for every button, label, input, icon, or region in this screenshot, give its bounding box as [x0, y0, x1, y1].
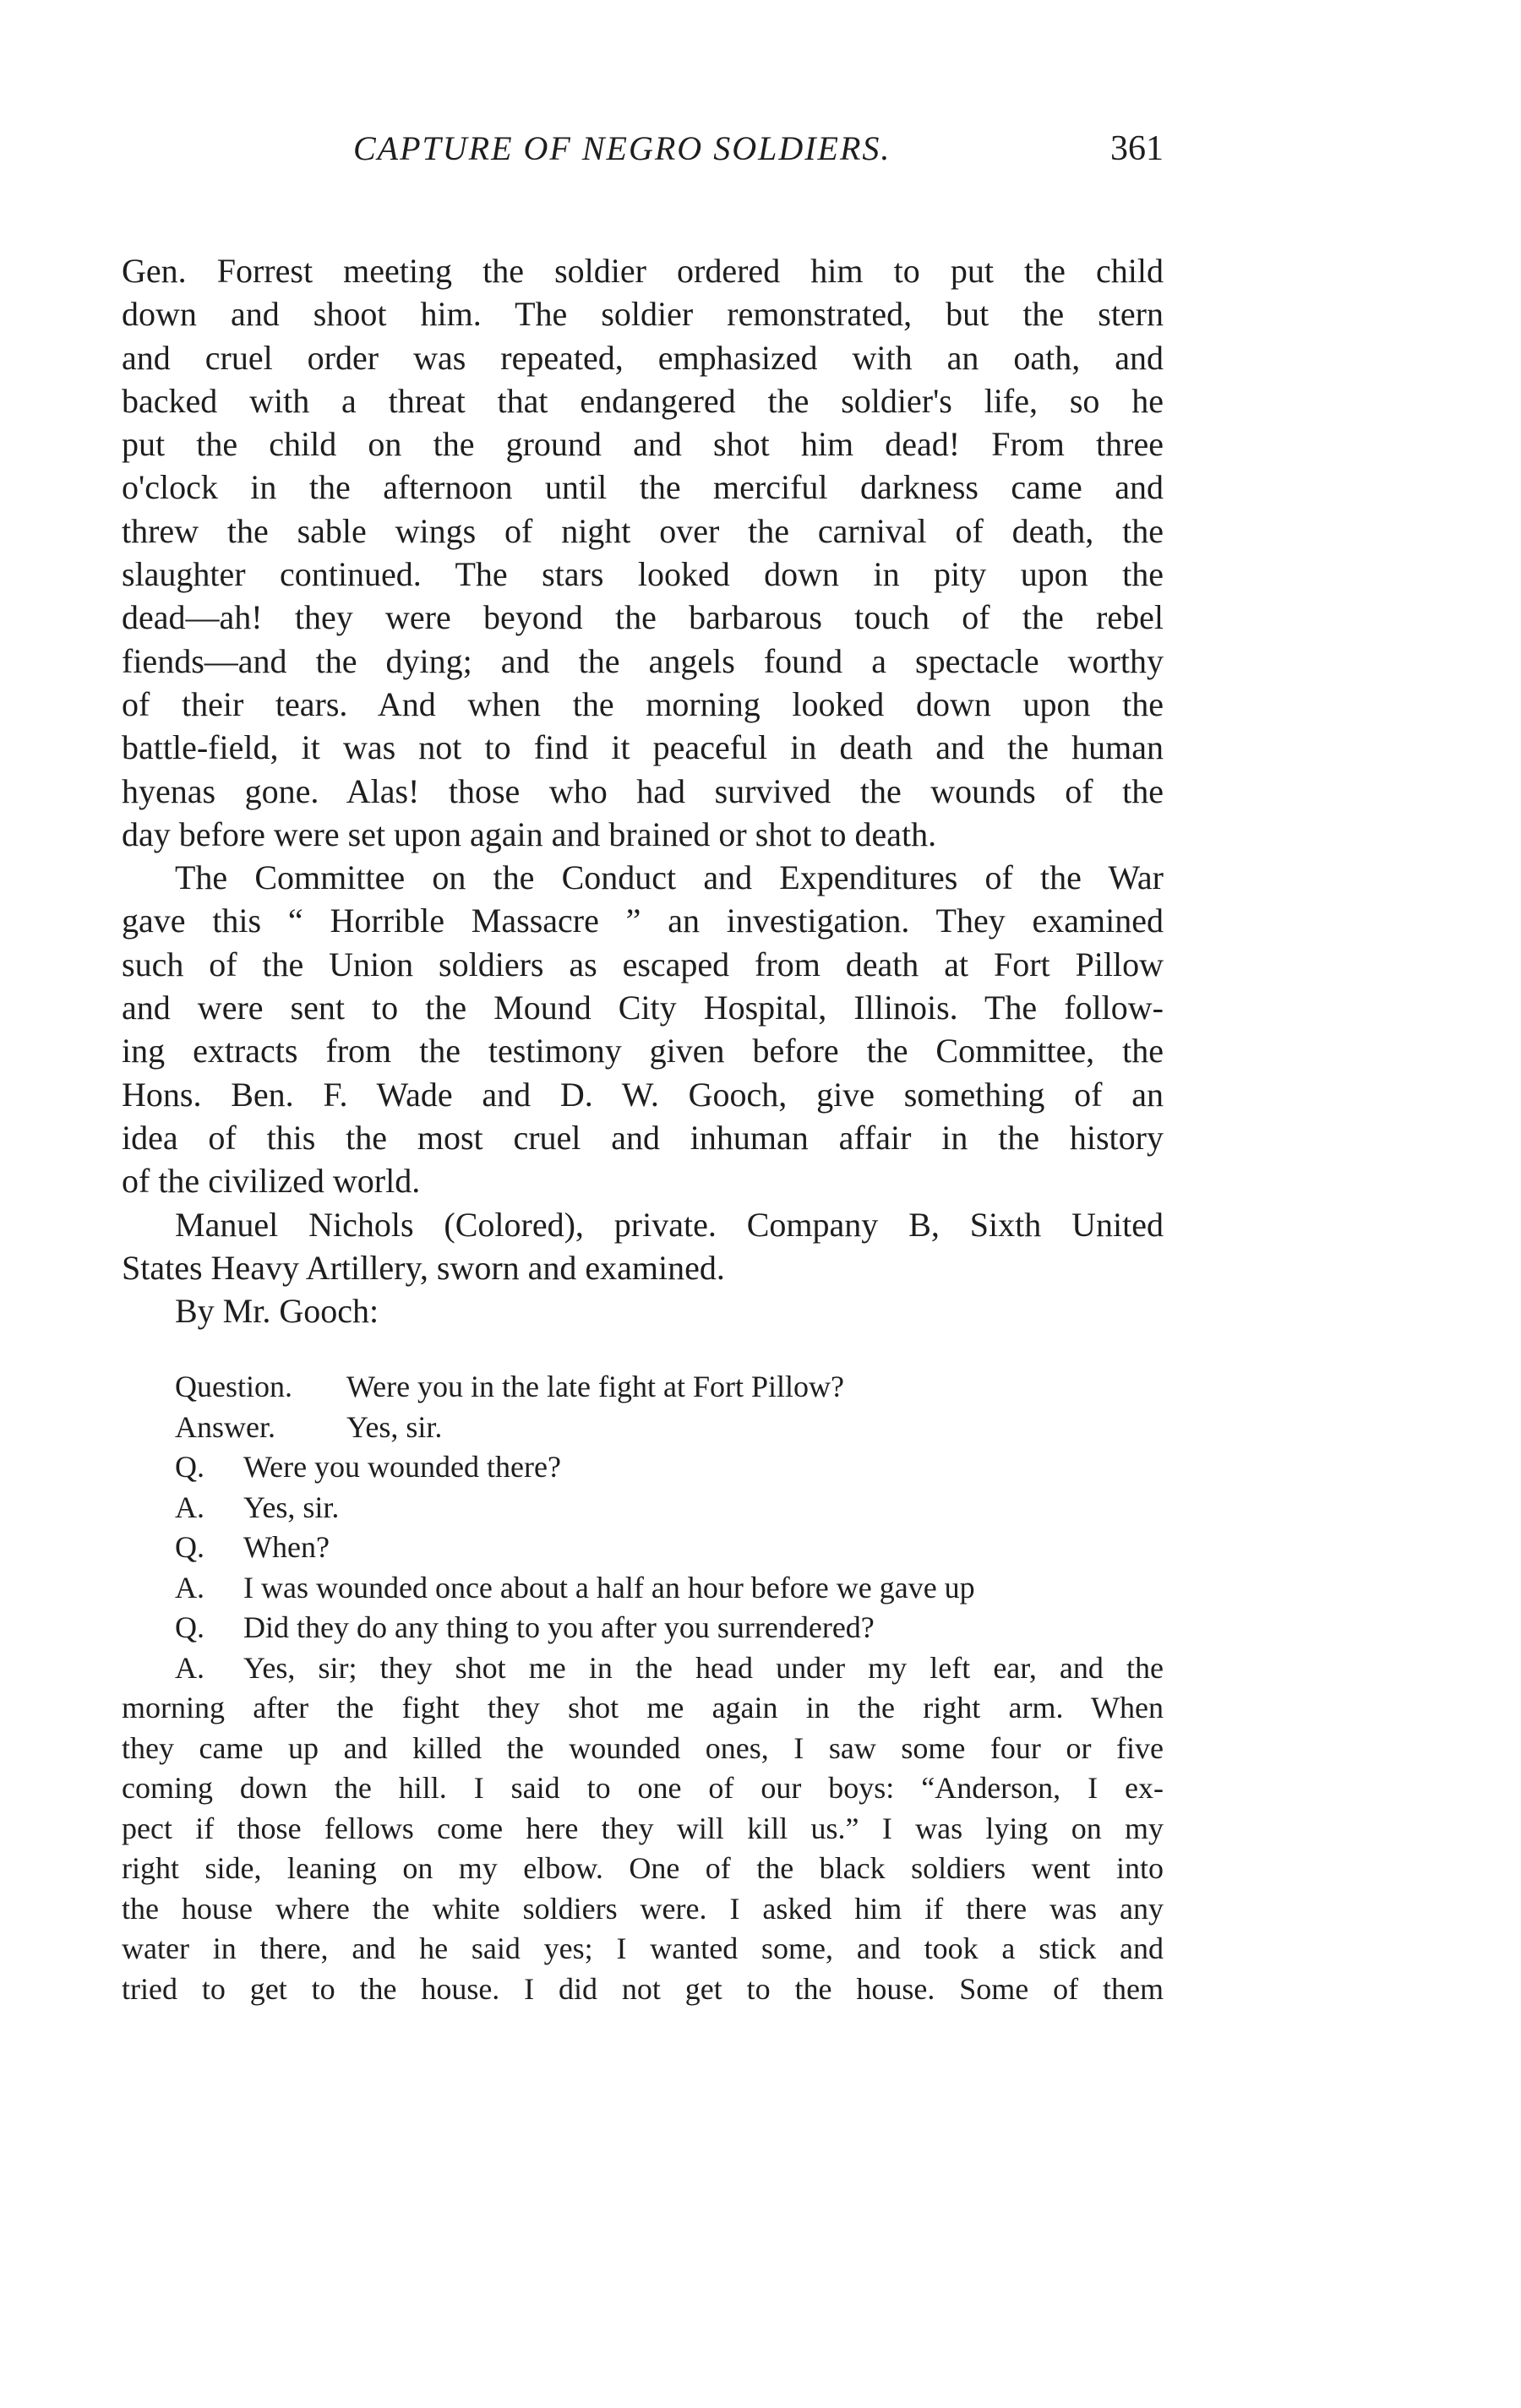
text-line: o'clock in the afternoon until the merciful darkness came and	[122, 468, 1164, 507]
speaker-label: Q.	[175, 1610, 204, 1644]
testimony-line	[122, 1929, 1164, 1969]
running-header	[122, 128, 1164, 176]
testimony-text: Yes, sir; they shot me in the head under my left ear, and the	[243, 1650, 1164, 1685]
testimony-line	[122, 1608, 1164, 1648]
testimony-text: Did they do any thing to you after you surrendered?	[243, 1610, 875, 1644]
speaker-label: A.	[175, 1570, 204, 1604]
testimony-line	[122, 1889, 1164, 1930]
testimony-text: I was wounded once about a half an hour before we gave up	[243, 1570, 975, 1604]
speaker-label: Q.	[175, 1450, 204, 1484]
testimony-text: Were you in the late fight at Fort Pillow?	[346, 1370, 844, 1403]
text-line: fiends—and the dying; and the angels found a spectacle worthy	[122, 641, 1164, 680]
text-line: backed with a threat that endangered the soldier's life, so he	[122, 381, 1164, 420]
text-line: By Mr. Gooch:	[175, 1292, 379, 1331]
page-number: 361	[1110, 129, 1164, 168]
text-line: put the child on the ground and shot him dead! From three	[122, 425, 1164, 464]
text-line: Gen. Forrest meeting the soldier ordered him to put the child	[122, 252, 1164, 290]
text-line: slaughter continued. The stars looked down in pity upon the	[122, 555, 1164, 594]
text-line: and were sent to the Mound City Hospital, Illinois. The follow-	[122, 989, 1164, 1027]
speaker-label: Q.	[175, 1530, 204, 1564]
text-line: The Committee on the Conduct and Expenditures of the War	[175, 858, 1164, 897]
text-line: battle-field, it was not to find it peaceful in death and the human	[122, 728, 1164, 767]
testimony-text: they came up and killed the wounded ones, I saw some four or five	[122, 1730, 1164, 1765]
text-line: day before were set upon again and brained or shot to death.	[122, 814, 937, 853]
testimony-line	[122, 1408, 1164, 1448]
body-text	[122, 249, 1164, 1332]
testimony-line	[122, 1528, 1164, 1568]
testimony-line	[122, 1367, 1164, 1408]
text-line: such of the Union soldiers as escaped from death at Fort Pillow	[122, 945, 1164, 983]
testimony-text: water in there, and he said yes; I wanted some, and took a stick and	[122, 1931, 1164, 1965]
testimony-line	[122, 1688, 1164, 1729]
speaker-label: A.	[175, 1650, 204, 1685]
testimony-text: Were you wounded there?	[243, 1450, 561, 1484]
testimony-text: Yes, sir.	[243, 1490, 340, 1524]
testimony-text: the house where the white soldiers were. I asked him if there was any	[122, 1891, 1164, 1926]
text-line: threw the sable wings of night over the carnival of death, the	[122, 511, 1164, 550]
testimony-line	[122, 1729, 1164, 1769]
text-line: Hons. Ben. F. Wade and D. W. Gooch, give something of an	[122, 1075, 1164, 1114]
testimony-line	[122, 1849, 1164, 1889]
testimony-text	[122, 1367, 1164, 2009]
text-line: gave this “ Horrible Massacre ” an investigation. They examined	[122, 902, 1164, 940]
testimony-line	[122, 1809, 1164, 1850]
testimony-line	[122, 1969, 1164, 2010]
text-line: of their tears. And when the morning looked down upon the	[122, 684, 1164, 723]
testimony-text: coming down the hill. I said to one of our boys: “Anderson, I ex-	[122, 1771, 1164, 1805]
testimony-line	[122, 1768, 1164, 1809]
testimony-text: pect if those fellows come here they will kill us.” I was lying on my	[122, 1811, 1164, 1845]
testimony-text: morning after the fight they shot me again in the right arm. When	[122, 1691, 1164, 1724]
testimony-line	[122, 1648, 1164, 1689]
text-line: idea of this the most cruel and inhuman affair in the history	[122, 1118, 1164, 1157]
text-line: dead—ah! they were beyond the barbarous touch of the rebel	[122, 598, 1164, 637]
testimony-line	[122, 1488, 1164, 1528]
testimony-text: When?	[243, 1530, 330, 1564]
text-line: States Heavy Artillery, sworn and examined.	[122, 1248, 725, 1287]
testimony-text: right side, leaning on my elbow. One of the black soldiers went into	[122, 1851, 1164, 1885]
testimony-line	[122, 1568, 1164, 1609]
text-line: hyenas gone. Alas! those who had survived the wounds of the	[122, 771, 1164, 810]
text-line: ing extracts from the testimony given before the Committee, the	[122, 1032, 1164, 1071]
testimony-line	[122, 1447, 1164, 1488]
testimony-text: tried to get to the house. I did not get to the house. Some of them	[122, 1971, 1164, 2006]
speaker-label: A.	[175, 1490, 204, 1524]
text-line: of the civilized world.	[122, 1162, 421, 1201]
text-line: Manuel Nichols (Colored), private. Company B, Sixth United	[175, 1205, 1164, 1244]
text-line: and cruel order was repeated, emphasized with an oath, and	[122, 338, 1164, 377]
speaker-label: Question.	[175, 1370, 292, 1403]
speaker-label: Answer.	[175, 1409, 275, 1444]
testimony-text: Yes, sir.	[346, 1409, 443, 1444]
running-title: CAPTURE OF NEGRO SOLDIERS.	[353, 129, 891, 167]
text-line: down and shoot him. The soldier remonstrated, but the stern	[122, 295, 1164, 334]
